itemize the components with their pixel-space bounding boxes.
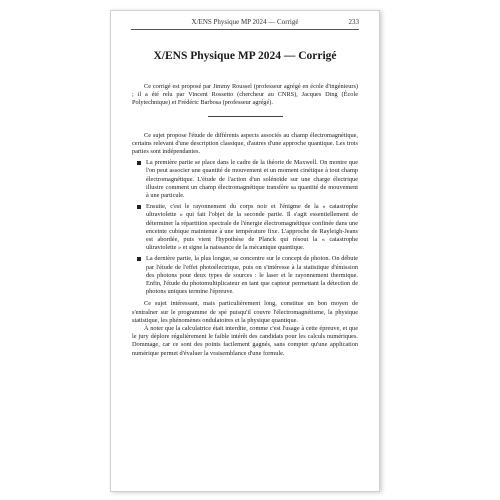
square-bullet-icon xyxy=(137,161,141,165)
running-header xyxy=(131,17,359,27)
separator-rule xyxy=(208,116,283,117)
running-title: X/ENS Physique MP 2024 — Corrigé xyxy=(191,18,299,26)
document-body xyxy=(132,83,358,358)
square-bullet-icon xyxy=(137,257,141,261)
parts-list xyxy=(132,159,358,296)
part-two-text: Ensuite, c'est le rayonnement du corps noir et l'énigme de la « catastrophe ultraviolette » qui fait l'objet de la seconde partie. Il s'agit essentiellement de déterminer la répartition spectrale de l'énergie électromagnétique confinée dans une enceinte cubique maintenue à une température fixe. L'approche de Rayleigh-Jeans est abordée, puis vient l'hypothèse de Planck qui résout la « catastrophe ultraviolette » et signe la naissance de la mécanique quantique. xyxy=(146,203,358,252)
page-title: X/ENS Physique MP 2024 — Corrigé xyxy=(153,50,337,62)
document-page xyxy=(110,10,380,492)
part-three-text: La dernière partie, la plus longue, se concentre sur le concept de photon. On débute par l'étude de l'effet photoélectrique, puis on s'intéresse à la statistique d'émission des photons pour deux types de sources : le laser et le rayonnement thermique. Enfin, l'étude du photomultiplicateur en tant que capteur permettant la détection de photons uniques termine l'épreuve. xyxy=(146,255,358,296)
list-item xyxy=(146,203,358,252)
part-one-text: La première partie se place dans le cadre de la théorie de Maxwell. On montre que l'on peut associer une quantité de mouvement et un moment cinétique à tout champ électromagnétique. L'étude de l'action d'un solénoïde sur une charge électrique illustre comment un champ électromagnétique transfère sa quantité de mouvement à une particule. xyxy=(146,159,358,200)
assessment-paragraph: Ce sujet intéressant, mais particulièrement long, constitue un bon moyen de s'entraîner sur le programme de spé puisqu'il couvre l'électromagnétisme, la physique statistique, les phénomènes ondulatoires et la physique quantique. xyxy=(132,300,358,324)
list-item xyxy=(146,255,358,296)
overview-paragraph: Ce sujet propose l'étude de différents aspects associés au champ électromagnétique, certains relevant d'une description classique, d'autres d'une approche quantique. Les trois parties sont indépendantes. xyxy=(132,131,358,156)
list-item xyxy=(146,159,358,200)
page-number: 233 xyxy=(348,18,359,26)
header-rule xyxy=(131,29,359,30)
intro-paragraph: Ce corrigé est proposé par Jimmy Roussel (professeur agrégé en école d'ingénieurs) ; il a été relu par Vincent Rossetto (chercheur au CNRS), Jacques Ding (École Polytechnique) et Frédéric Barbosa (professeur agrégé). xyxy=(132,83,358,107)
note-paragraph: À noter que la calculatrice était interdite, comme c'est l'usage à cette épreuve, et que le jury déplore régulièrement le faible intérêt des candidats pour les calculs numériques. Dommage, car ce sont des points facilement gagnés, sans compter qu'une application numérique permet d'évaluer la vraisemblance d'une formule. xyxy=(132,325,358,357)
square-bullet-icon xyxy=(137,205,141,209)
